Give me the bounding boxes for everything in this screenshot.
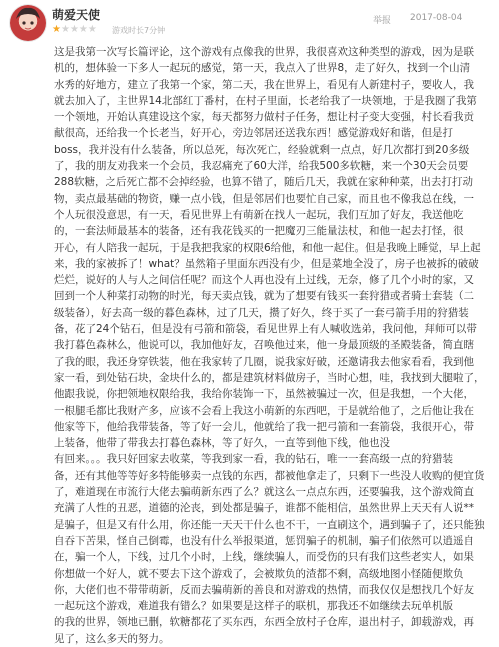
review-text-line: 自吞下苦果，怪自己倒霉，也没有什么举报渠道，惩罚骗子的机制，骗子们依然可以逍遥自 <box>54 534 474 547</box>
review-text-line: 备，花了24个钻石，但是没有弓箭和箭袋，看见世界上有人喊收选弟，我问他，拜师可以带 <box>54 323 477 336</box>
review-date: 2017-08-04 <box>410 13 463 23</box>
review-text-line: 见了，这么多天的努力。 <box>54 632 170 645</box>
review-text-line: 我打暮色森林么，他说可以，我加他好友，召唤他过来，他一身最顶级的圣殿装备，简直瞎 <box>54 339 474 352</box>
review-text-line: 他家等下，他给我带装备，等了好一会儿，他就给了我一把弓箭和一套箭袋，我很开心，带 <box>54 420 474 433</box>
star-icon: ★ <box>78 24 88 35</box>
review-text-line: 机的，想体验一下多人一起玩的感觉，第一天，我点入了世界8，走了好久，找到一个山清 <box>54 62 471 75</box>
review-text-line: 个人玩很没意思，有一天，看见世界上有萌新在找人一起玩，我们互加了好友，我送他吃 <box>54 208 464 221</box>
star-icon: ★ <box>60 24 70 35</box>
review-text-line: 备，还有其他等等好多特能够卖一点钱的东西，都被他拿走了，只剩下一些没人收购的便宜货 <box>54 469 485 482</box>
review-text-line: 一起玩这个游戏，难道我有错么？如果要是这样子的联机，那我还不如继续去玩单机版 <box>54 600 453 613</box>
review-text-line: 来，我的家被拆了！what？虽然箱子里面东西没有少，但是菜地全没了，房子也被拆的破破 <box>54 257 479 270</box>
review-text-line: 开心，有人陪我一起玩，于是我把我家的权限6给他，和他一起住。但是我晚上睡觉，早上起 <box>54 241 481 254</box>
review-text-line: 这是我第一次写长篇评论，这个游戏有点像我的世界，我很喜欢这种类型的游戏，因为是联 <box>54 46 474 58</box>
star-icon: ★ <box>69 24 79 35</box>
rating-stars <box>52 24 97 35</box>
review-text-line: 他跟我说，你把领地权限给我，我给你装饰一下，虽然被骗过一次，但是我想，一个大佬， <box>54 388 474 401</box>
review-text-line: 一个领地，开始认真建设这个家，每天都努力做村子任务，想让村子变大变强，村长看我贡 <box>54 111 474 124</box>
avatar-face-icon <box>10 5 46 41</box>
username[interactable]: 萌爱天使 <box>52 8 101 22</box>
review-text-line: 你想做一个好人，就不要去下这个游戏了，会被欺负的渣都不剩，高级地图小怪随便欺负 <box>54 567 464 580</box>
review-header <box>0 0 499 44</box>
review-text-line: 一根腿毛都比我财产多，应该不会看上我这小萌新的东西吧，于是就给他了，之后他让我在 <box>54 404 474 417</box>
review-text-line: 有回来。。。我只好回家去收菜，等我到家一看，我的钻石，唯一一套高级一点的狩猎装 <box>54 453 453 466</box>
review-text-line: 充满了人性的丑恶，道德的沦丧，到处都是骗子，谁都不能相信，虽然世界上天天有人说** <box>54 502 474 515</box>
review-text-line: 上装备，他带了带我去打暮色森林，等了好久，一直等到他下线，他也没 <box>54 437 390 450</box>
review-text-line: 了，难道现在市流行大佬去骗萌新东西了么？就这么一点点东西，还要骗我，这个游戏简直 <box>54 486 474 499</box>
review-text-line: 是骗子，但是又有什么用，你还能一天天干什么也不干，一直刷这个，遇到骗子了，还只能独 <box>54 518 485 531</box>
star-icon: ★ <box>52 24 61 35</box>
report-link[interactable]: 举报 <box>373 16 392 26</box>
review-text-line: 就去加入了，主世界14北部红丁番村，在村子里面，长老给我了一块领地，于是我圈了我第 <box>54 94 477 107</box>
review-text-line: 的，一套法师最基本的装备，还有我花钱买的一把魔刃三能量法杖，和他一起去打怪，很 <box>54 225 464 238</box>
review-text-line: 你，大佬们也不带带萌新，反而去骗萌新的善良和对游戏的热情，而我仅仅是想找几个好友 <box>54 583 474 596</box>
review-body <box>54 44 489 645</box>
review-text-line: 水秀的好地方，建立了我第一个家，第二天，我在世界上，看见有人新建村子，要收人，我 <box>54 78 474 91</box>
review-text-line: 家一看，到处钻石块，金块什么的，都是建筑材料做房子，当时心想，哇，我找到大腿啦了， <box>54 371 485 384</box>
review-text-line: 的我的世界，领地已删，软糖都花了买东西，东西全放村子仓库，退出村子，卸载游戏，再 <box>54 616 474 629</box>
review-text-line: 了，我的朋友劝我来一个会员，我忍痛充了60大洋，给我500多软糖，来一个30天会员要 <box>54 160 469 173</box>
review-text-line: 288软糖，之后死亡都不会掉经验，也算不错了，随后几天，我就在家种种菜，出去打打动 <box>54 176 474 189</box>
review-text-line: 回到一个人种菜打动物的时光，每天卖点钱，就为了想要有钱买一套狩猎或者骑士套装（二 <box>54 290 474 303</box>
review-text-line: boss，我并没有什么装备，所以总死，每次死亡，经验就剩一点点，好几次都打到20多级 <box>54 143 470 156</box>
user-avatar[interactable] <box>10 5 46 41</box>
playtime-label: 游戏时长7分钟 <box>112 26 166 35</box>
review-text-line: 烂烂，说好的人与人之间信任呢？而这个人再也没有上过线，无奈，修了几个小时的家，又 <box>54 274 474 287</box>
review-text-line: 级装备），好去高一级的暮色森林，过了几天，攒了好久，终于买了一套弓箭手用的狩猎装 <box>54 306 469 319</box>
review-text-line: 在，骗一个人，下线，过几个小时，上线，继续骗人，而受伤的只有我们这些老实人，如果 <box>54 551 474 564</box>
review-text-line: 献很高，还给我一个长老当，好开心，旁边邻居还送我东西！感觉游戏好和谐，但是打 <box>54 127 453 140</box>
review-text-line: 物，卖点最基础的物资，赚一点小钱，但是邻居们也要忙自己家，而且也不像我总在线，一 <box>54 192 474 205</box>
star-icon: ★ <box>87 24 97 35</box>
review-text-line: 了我的眼，我还身穿铁装，他在我家转了几圈，说我家好破，还邀请我去他家看看，我到他 <box>54 355 474 368</box>
